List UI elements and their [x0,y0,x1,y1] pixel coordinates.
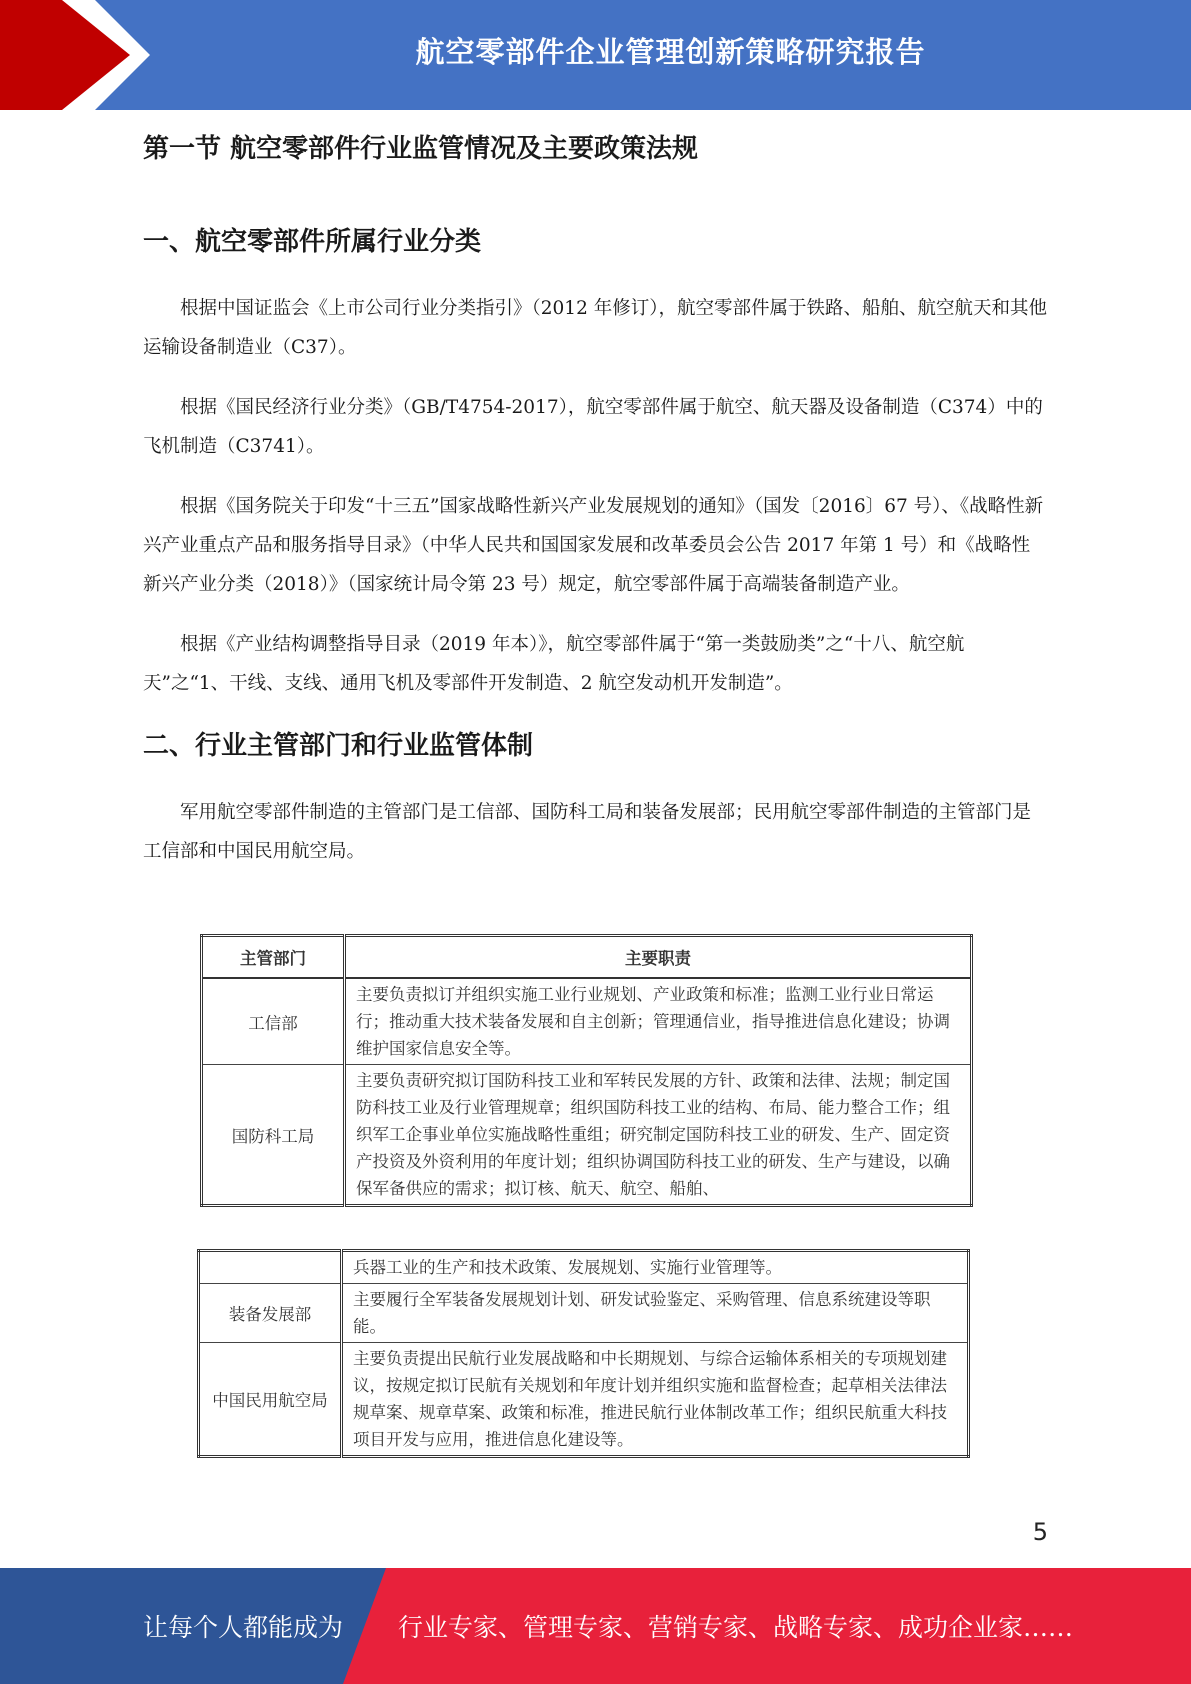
footer-slogan-right: 行业专家、管理专家、营销专家、战略专家、成功企业家…… [398,1613,1074,1642]
heading-industry-classification: 一、航空零部件所属行业分类 [143,227,482,257]
dept-cell: 国防科工局 [202,1065,345,1206]
table-row [202,1065,972,1206]
footer-slogan-left: 让每个人都能成为 [143,1613,344,1642]
table-header-dept: 主管部门 [202,936,345,979]
paragraph: 根据《产业结构调整指导目录（2019 年本）》，航空零部件属于“第一类鼓励类”之“十八、航空航天”之“1、干线、支线、通用飞机及零部件开发制造、2 航空发动机开发制造”。 [143,634,965,694]
page-footer [0,1568,1191,1684]
page-header [0,0,1191,110]
duty-cell: 主要履行全军装备发展规划计划、研发试验鉴定、采购管理、信息系统建设等职能。 [342,1284,969,1343]
header-red-arrow-shape [0,0,150,110]
duty-cell: 主要负责研究拟订国防科技工业和军转民发展的方针、政策和法律、法规；制定国防科技工业及行业管理规章；组织国防科技工业的结构、布局、能力整合工作；组织军工企事业单位实施战略性重组；研究制定国防科技工业的研发、生产、固定资产投资及外资利用的年度计划；组织协调国防科技工业的研发、生产与建设，以确保军备供应的需求；拟订核、航天、航空、船舶、 [345,1065,972,1206]
paragraph: 根据《国民经济行业分类》（GB/T4754-2017），航空零部件属于航空、航天器及设备制造（C374）中的飞机制造（C3741）。 [143,397,1043,457]
main-content [143,128,1048,871]
page-number: 5 [1032,1518,1048,1546]
section-title: 第一节 航空零部件行业监管情况及主要政策法规 [143,134,699,164]
table-row [202,978,972,1065]
paragraph: 军用航空零部件制造的主管部门是工信部、国防科工局和装备发展部；民用航空零部件制造的主管部门是工信部和中国民用航空局。 [143,802,1032,862]
regulators-table-part2 [197,1249,970,1458]
regulators-table-part1 [200,934,973,1207]
table-row [199,1251,969,1284]
header-title: 航空零部件企业管理创新策略研究报告 [415,34,926,69]
dept-cell: 装备发展部 [199,1284,342,1343]
duty-cell: 兵器工业的生产和技术政策、发展规划、实施行业管理等。 [342,1251,969,1284]
dept-cell: 工信部 [202,978,345,1065]
duty-cell: 主要负责拟订并组织实施工业行业规划、产业政策和标准；监测工业行业日常运行；推动重大技术装备发展和自主创新；管理通信业，指导推进信息化建设；协调维护国家信息安全等。 [345,978,972,1065]
dept-cell: 中国民用航空局 [199,1343,342,1457]
dept-cell [199,1251,342,1284]
table-header-row [202,936,972,979]
paragraph: 根据中国证监会《上市公司行业分类指引》（2012 年修订），航空零部件属于铁路、船舶、航空航天和其他运输设备制造业（C37）。 [143,298,1047,358]
table-header-duty: 主要职责 [345,936,972,979]
paragraph: 根据《国务院关于印发“十三五”国家战略性新兴产业发展规划的通知》（国发〔2016〕67 号）、《战略性新兴产业重点产品和服务指导目录》（中华人民共和国国家发展和改革委员会公告 2017 年第 1 号）和《战略性新兴产业分类（2018）》（国家统计局令第 23 号）规定，航空零部件属于高端装备制造产业。 [143,496,1044,595]
table-row [199,1343,969,1457]
table-row [199,1284,969,1343]
duty-cell: 主要负责提出民航行业发展战略和中长期规划、与综合运输体系相关的专项规划建议，按规定拟订民航有关规划和年度计划并组织实施和监督检查；起草相关法律法规草案、规章草案、政策和标准，推进民航行业体制改革工作；组织民航重大科技项目开发与应用，推进信息化建设等。 [342,1343,969,1457]
heading-regulatory-system: 二、行业主管部门和行业监管体制 [143,731,534,761]
